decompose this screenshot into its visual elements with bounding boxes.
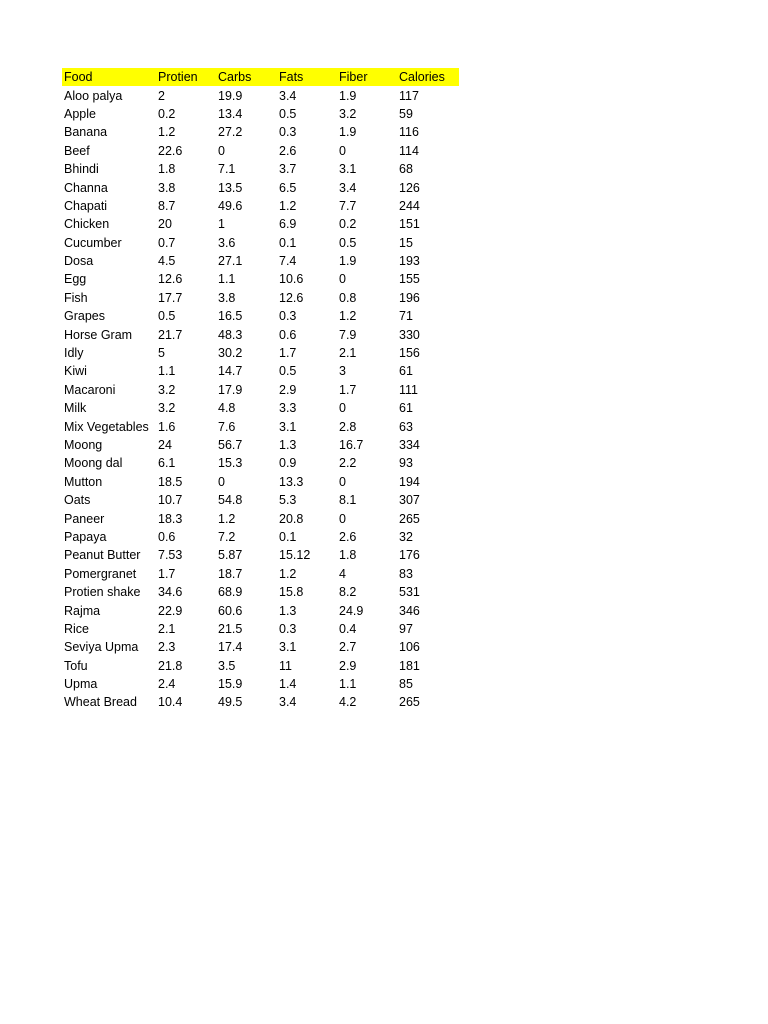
cell-protein: 3.8 [158,180,176,195]
cell-calories: 176 [399,548,420,563]
cell-fats: 1.2 [279,198,297,213]
cell-food: Wheat Bread [64,695,137,710]
cell-fiber: 1.8 [339,548,357,563]
cell-food: Milk [64,401,87,416]
cell-fiber: 2.9 [339,658,357,673]
cell-food: Upma [64,677,98,692]
table-row [62,362,459,380]
cell-fats: 0.3 [279,309,297,324]
cell-carbs: 1 [218,217,225,232]
cell-fiber: 1.9 [339,254,357,269]
cell-fats: 0.1 [279,529,297,544]
cell-food: Dosa [64,254,94,269]
header-fiber: Fiber [339,70,368,85]
cell-fiber: 1.9 [339,125,357,140]
cell-fiber: 0 [339,143,346,158]
cell-calories: 85 [399,677,413,692]
table-row [62,583,459,601]
cell-calories: 307 [399,493,420,508]
cell-fats: 2.6 [279,143,297,158]
cell-carbs: 30.2 [218,346,243,361]
cell-food: Pomergranet [64,566,137,581]
cell-protein: 10.4 [158,695,183,710]
cell-fats: 15.12 [279,548,311,563]
cell-fiber: 1.2 [339,309,357,324]
cell-carbs: 48.3 [218,327,243,342]
cell-fiber: 0.4 [339,621,357,636]
nutrition-table [62,68,459,712]
cell-protein: 4.5 [158,254,176,269]
cell-calories: 265 [399,511,420,526]
cell-fats: 2.9 [279,382,297,397]
cell-food: Tofu [64,658,88,673]
cell-fiber: 8.2 [339,585,357,600]
cell-fiber: 0.8 [339,290,357,305]
table-row [62,123,459,141]
cell-carbs: 7.2 [218,529,236,544]
table-row [62,693,459,711]
cell-protein: 0.7 [158,235,176,250]
cell-fats: 1.3 [279,438,297,452]
cell-fats: 20.8 [279,511,304,526]
table-row [62,215,459,233]
cell-fats: 3.4 [279,695,297,710]
header-fats: Fats [279,70,304,85]
cell-protein: 18.5 [158,474,183,489]
cell-food: Peanut Butter [64,548,141,563]
cell-carbs: 18.7 [218,566,243,581]
header-protein: Protien [158,70,198,85]
cell-calories: 181 [399,658,420,673]
cell-food: Seviya Upma [64,640,139,655]
header-carbs: Carbs [218,70,252,85]
cell-protein: 22.6 [158,143,183,158]
cell-food: Aloo palya [64,88,123,103]
cell-fats: 7.4 [279,254,297,269]
cell-carbs: 7.6 [218,419,236,434]
cell-protein: 1.7 [158,566,176,581]
table-row [62,620,459,638]
cell-fiber: 0.5 [339,235,357,250]
cell-food: Chapati [64,198,108,213]
cell-fats: 3.3 [279,401,297,416]
cell-calories: 114 [399,143,419,158]
table-row [62,381,459,399]
cell-food: Horse Gram [64,327,133,342]
cell-calories: 346 [399,603,420,618]
cell-protein: 6.1 [158,456,176,471]
cell-fats: 3.4 [279,88,297,103]
cell-fats: 3.7 [279,162,297,177]
table-row [62,307,459,325]
cell-protein: 10.7 [158,493,183,508]
cell-fats: 6.5 [279,180,297,195]
cell-calories: 151 [399,217,420,232]
table-row [62,270,459,288]
cell-protein: 3.2 [158,401,176,416]
cell-fats: 1.4 [279,677,297,692]
cell-protein: 21.8 [158,658,183,673]
cell-calories: 63 [399,419,413,434]
cell-fiber: 4.2 [339,695,357,710]
nutrition-sheet [62,68,459,712]
cell-protein: 24 [158,438,172,452]
cell-calories: 126 [399,180,420,195]
cell-fats: 1.3 [279,603,297,618]
cell-fats: 12.6 [279,290,304,305]
cell-food: Bhindi [64,162,99,177]
cell-carbs: 3.6 [218,235,236,250]
cell-fats: 6.9 [279,217,297,232]
table-body [62,86,459,711]
cell-fiber: 2.7 [339,640,357,655]
cell-fats: 1.2 [279,566,297,581]
cell-food: Egg [64,272,87,287]
cell-protein: 8.7 [158,198,176,213]
cell-fiber: 4 [339,566,346,581]
cell-carbs: 49.6 [218,198,243,213]
cell-food: Fish [64,290,88,305]
cell-calories: 68 [399,162,413,177]
header-calories: Calories [399,70,445,85]
cell-food: Kiwi [64,364,87,379]
cell-carbs: 15.3 [218,456,243,471]
cell-calories: 71 [399,309,413,324]
cell-fiber: 3.1 [339,162,357,177]
cell-food: Banana [64,125,108,140]
cell-fiber: 3 [339,364,346,379]
cell-food: Papaya [64,529,107,544]
cell-carbs: 4.8 [218,401,236,416]
cell-calories: 265 [399,695,420,710]
cell-fats: 5.3 [279,493,297,508]
cell-food: Grapes [64,309,105,324]
cell-protein: 2.3 [158,640,176,655]
cell-fats: 1.7 [279,346,297,361]
cell-fats: 0.5 [279,106,297,121]
cell-protein: 1.2 [158,125,176,140]
table-row [62,344,459,362]
cell-calories: 32 [399,529,413,544]
cell-fiber: 7.7 [339,198,357,213]
cell-carbs: 13.4 [218,106,243,121]
table-row [62,178,459,196]
cell-protein: 12.6 [158,272,183,287]
cell-fiber: 0.2 [339,217,357,232]
cell-fiber: 1.1 [339,677,357,692]
table-row [62,197,459,215]
cell-food: Mix Vegetables [64,419,149,434]
cell-fats: 0.3 [279,125,297,140]
cell-calories: 97 [399,621,413,636]
table-row [62,638,459,656]
table-row [62,473,459,491]
cell-fiber: 1.9 [339,88,357,103]
cell-calories: 111 [399,382,419,397]
cell-calories: 117 [399,88,419,103]
cell-protein: 2.1 [158,621,176,636]
cell-fats: 3.1 [279,419,297,434]
cell-carbs: 54.8 [218,493,243,508]
cell-protein: 0.5 [158,309,176,324]
table-row [62,105,459,123]
cell-fiber: 0 [339,401,346,416]
table-row [62,234,459,252]
cell-calories: 59 [399,106,413,121]
table-row [62,252,459,270]
table-row [62,417,459,435]
header-food: Food [64,70,93,85]
cell-food: Mutton [64,474,103,489]
cell-calories: 116 [399,125,419,140]
cell-protein: 2 [158,88,165,103]
cell-carbs: 49.5 [218,695,243,710]
cell-carbs: 13.5 [218,180,243,195]
cell-calories: 334 [399,438,420,452]
table-row [62,436,459,454]
cell-fiber: 16.7 [339,438,364,452]
cell-fats: 0.3 [279,621,297,636]
cell-fiber: 2.6 [339,529,357,544]
table-row [62,528,459,546]
cell-protein: 7.53 [158,548,183,563]
cell-carbs: 16.5 [218,309,243,324]
cell-fats: 10.6 [279,272,304,287]
table-row [62,325,459,343]
cell-carbs: 27.1 [218,254,243,269]
cell-carbs: 15.9 [218,677,243,692]
cell-protein: 1.8 [158,162,176,177]
cell-calories: 93 [399,456,413,471]
cell-calories: 156 [399,346,420,361]
cell-fats: 0.6 [279,327,297,342]
cell-calories: 244 [399,198,420,213]
cell-calories: 61 [399,401,413,416]
cell-fiber: 3.4 [339,180,357,195]
cell-food: Oats [64,493,91,508]
cell-fiber: 24.9 [339,603,364,618]
table-row [62,491,459,509]
cell-protein: 0.2 [158,106,176,121]
cell-protein: 18.3 [158,511,183,526]
cell-food: Cucumber [64,235,122,250]
cell-carbs: 60.6 [218,603,243,618]
cell-food: Protien shake [64,585,141,600]
cell-food: Rice [64,621,90,636]
cell-carbs: 56.7 [218,438,243,452]
cell-protein: 5 [158,346,165,361]
cell-food: Paneer [64,511,105,526]
table-row [62,86,459,104]
cell-protein: 34.6 [158,585,183,600]
cell-food: Moong [64,438,103,452]
cell-fiber: 2.2 [339,456,357,471]
cell-carbs: 7.1 [218,162,236,177]
cell-fats: 15.8 [279,585,304,600]
cell-calories: 531 [399,585,420,600]
cell-carbs: 5.87 [218,548,243,563]
cell-calories: 155 [399,272,420,287]
cell-fiber: 8.1 [339,493,357,508]
header-row [62,68,459,86]
cell-calories: 61 [399,364,413,379]
cell-food: Idly [64,346,84,361]
table-row [62,601,459,619]
cell-protein: 2.4 [158,677,176,692]
cell-protein: 20 [158,217,172,232]
cell-food: Chicken [64,217,110,232]
cell-fats: 0.5 [279,364,297,379]
table-row [62,289,459,307]
table-row [62,142,459,160]
cell-fiber: 1.7 [339,382,357,397]
cell-fiber: 7.9 [339,327,357,342]
table-row [62,565,459,583]
cell-fiber: 3.2 [339,106,357,121]
cell-carbs: 1.1 [218,272,236,287]
cell-protein: 3.2 [158,382,176,397]
cell-fiber: 0 [339,272,346,287]
cell-protein: 0.6 [158,529,176,544]
cell-fats: 13.3 [279,474,304,489]
cell-fiber: 0 [339,511,346,526]
cell-calories: 15 [399,235,413,250]
cell-carbs: 17.9 [218,382,243,397]
cell-fiber: 2.8 [339,419,357,434]
cell-food: Beef [64,143,90,158]
cell-food: Moong dal [64,456,123,471]
cell-food: Channa [64,180,108,195]
cell-carbs: 19.9 [218,88,243,103]
cell-food: Macaroni [64,382,116,397]
cell-carbs: 3.8 [218,290,236,305]
cell-carbs: 0 [218,474,225,489]
cell-calories: 106 [399,640,420,655]
cell-protein: 1.1 [158,364,176,379]
cell-calories: 83 [399,566,413,581]
cell-protein: 17.7 [158,290,183,305]
table-row [62,509,459,527]
cell-protein: 21.7 [158,327,183,342]
cell-fats: 11 [279,658,292,673]
table-row [62,675,459,693]
cell-protein: 1.6 [158,419,176,434]
cell-fats: 3.1 [279,640,297,655]
cell-food: Rajma [64,603,101,618]
cell-carbs: 14.7 [218,364,243,379]
table-row [62,546,459,564]
table-row [62,399,459,417]
cell-calories: 330 [399,327,420,342]
cell-fiber: 2.1 [339,346,357,361]
table-row [62,160,459,178]
cell-carbs: 0 [218,143,225,158]
cell-carbs: 1.2 [218,511,236,526]
cell-food: Apple [64,106,96,121]
cell-calories: 193 [399,254,420,269]
cell-carbs: 21.5 [218,621,243,636]
cell-carbs: 27.2 [218,125,243,140]
cell-fiber: 0 [339,474,346,489]
cell-fats: 0.9 [279,456,297,471]
cell-fats: 0.1 [279,235,297,250]
cell-calories: 196 [399,290,420,305]
cell-calories: 194 [399,474,420,489]
cell-carbs: 17.4 [218,640,243,655]
table-row [62,657,459,675]
table-row [62,454,459,472]
cell-carbs: 68.9 [218,585,243,600]
cell-protein: 22.9 [158,603,183,618]
cell-carbs: 3.5 [218,658,236,673]
